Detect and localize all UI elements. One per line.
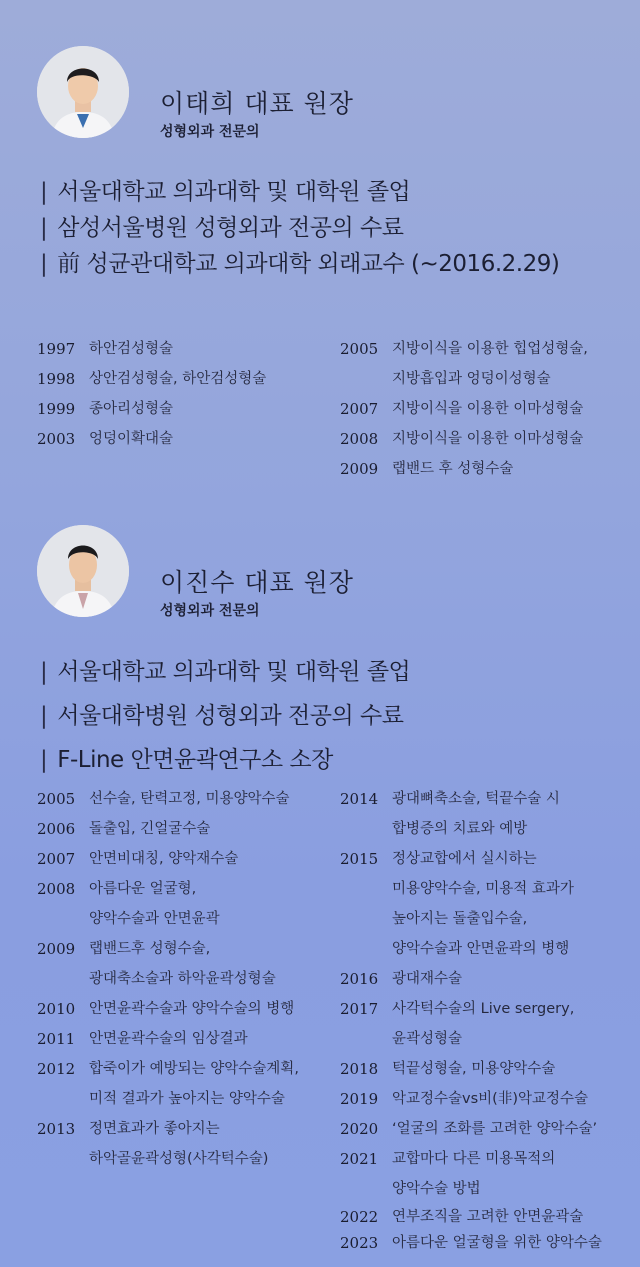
doctor-profile-1: 이태희 대표 원장 성형외과 전문의 | 서울대학교 의과대학 및 대학원 졸업 | 삼성서울병원 성형외과 전공의 수료 | 前 성균관대학교 의과대학 외래교수 (~2016.2.29) 1997 하안검성형술 1998 상안검성형술, 하안검성형술 1999 종아리성형술 2003 엉덩이확대술 2005 지방이식을 이용한 힙업성형술, 지방흡입과 엉덩이성형술 2007 지방이식을 이용한 이마성형술 2008 지방이식을 이용한 이마성형술 2009 랩밴드 후 성형수술 (0, 0, 640, 520)
career-item: | 삼성서울병원 성형외과 전공의 수료 (40, 215, 404, 241)
career-item: | 前 성균관대학교 의과대학 외래교수 (~2016.2.29) (40, 251, 560, 277)
career-item: | 서울대학교 의과대학 및 대학원 졸업 (40, 179, 411, 205)
doctor-name: 이태희 대표 원장 (160, 89, 354, 118)
doctor-photo (37, 46, 129, 138)
doctor-profile-2: 이진수 대표 원장 성형외과 전문의 | 서울대학교 의과대학 및 대학원 졸업 | 서울대학병원 성형외과 전공의 수료 | F-Line 안면윤곽연구소 소장 2005 선수술, 탄력고정, 미용양악수술 2006 돌출입, 긴얼굴수술 2007 안면비대칭, 양악재수술 2008 아름다운 얼굴형, 양악수술과 안면윤곽 2009 랩밴드후 성형수술, 광대축소술과 하악윤곽성형술 2010 안면윤곽수술과 양악수술의 병행 2011 안면윤곽수술의 임상결과 2012 합죽이가 예방되는 양악수술계획, 미적 결과가 높아지는 양악수술 2013 정면효과가 좋아지는 하악골윤곽성형(사각턱수술) 2014 광대뼈축소술, 턱끝수술 시 합병증의 치료와 예방 2015 정상교합에서 실시하는 미용양악수술, 미용적 효과가 높아지는 돌출입수술, 양악수술과 안면윤곽의 병행 2016 광대재수술 2017 사각턱수술의 Live sergery, 윤곽성형술 2018 턱끝성형술, 미용양악수술 2019 악교정수술vs비(非)악교정수술 2020 ‘얼굴의 조화를 고려한 양악수술’ 2021 교합마다 다른 미용목적의 양악수술 방법 2022 연부조직을 고려한 안면윤곽술 2023 아름다운 얼굴형을 위한 양악수술 (0, 520, 640, 1267)
career-item: | F-Line 안면윤곽연구소 소장 (40, 747, 333, 773)
doctor-specialty: 성형외과 전문의 (160, 124, 260, 140)
doctor-photo (37, 525, 129, 617)
career-list (40, 658, 410, 775)
doctor-name: 이진수 대표 원장 (160, 568, 354, 597)
doctor-specialty: 성형외과 전문의 (160, 603, 260, 619)
career-item: | 서울대학병원 성형외과 전공의 수료 (40, 703, 404, 729)
career-item: | 서울대학교 의과대학 및 대학원 졸업 (40, 659, 411, 685)
career-list (40, 178, 559, 279)
